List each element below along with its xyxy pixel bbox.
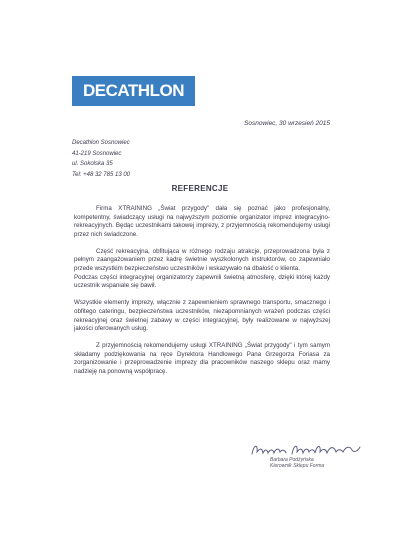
sender-line: 41-219 Sosnowiec xyxy=(72,150,122,157)
paragraph: Wszystkie elementy imprezy, włącznie z zapewnieniem sprawnego transportu, smacznego i obfitego cateringu, bezpieczeństwa uczestników, niezapomnianych wrażeń podczas części rekreacyjnej oraz świetnej zabawy w części integracyjnej, były realizowane w najwyższej jakości oferowanych usług. xyxy=(74,299,330,333)
sender-line: ul. Sokolska 35 xyxy=(72,161,113,167)
sender-line: Tel: +48 32 785 13 00 xyxy=(72,171,130,178)
signatory-name: Barbara Podżyńska xyxy=(270,457,314,463)
sender-address xyxy=(72,138,130,180)
paragraph: Z przyjemnością rekomendujemy usługi XTRAINING „Świat przygody" i tym samym składamy podziękowania na ręce Dyrektora Handlowego Pana Grzegorza Foriasa za zorganizowanie i przeprowadzenie imprezy dla pracowników naszego sklepu oraz mamy nadzieję na ponowną współpracę. xyxy=(74,342,330,375)
logo-text: DECATHLON xyxy=(83,81,184,100)
decathlon-logo xyxy=(72,76,195,106)
signatory-role: Kierownik Sklepu Forma xyxy=(270,463,325,469)
letter-date: Sosnowiec, 30 wrzesień 2015 xyxy=(244,120,330,127)
letter-body xyxy=(74,205,330,385)
letter-title: REFERENCJE xyxy=(171,184,229,193)
paragraph: Część rekreacyjna, obfitująca w różnego rodzaju atrakcje, przeprowadzona była z pełnym zaangażowaniem przez kadrę świetnie wyszkolonych instruktorów, co zapewniało przede wszystkim bezpieczeństwo uczestników i wskazywało na dbałość o klienta. xyxy=(74,247,330,273)
sender-line: Decathlon Sosnowiec xyxy=(72,140,130,146)
paragraph: Podczas części integracyjnej organizatorzy zapewnili świetną atmosferę, dzięki której każdy uczestnik wspaniale się bawił. xyxy=(74,273,330,290)
paragraph: Firma XTRAINING „Świat przygody" dała się poznać jako profesjonalny, kompetentny, świadczący usługi na najwyższym poziomie organizator imprez integracyjno-rekreacyjnych. Będąc uczestnikami takowej imprezy, z przyjemnością rekomendujemy usługi przez nich świadczone. xyxy=(74,205,330,238)
